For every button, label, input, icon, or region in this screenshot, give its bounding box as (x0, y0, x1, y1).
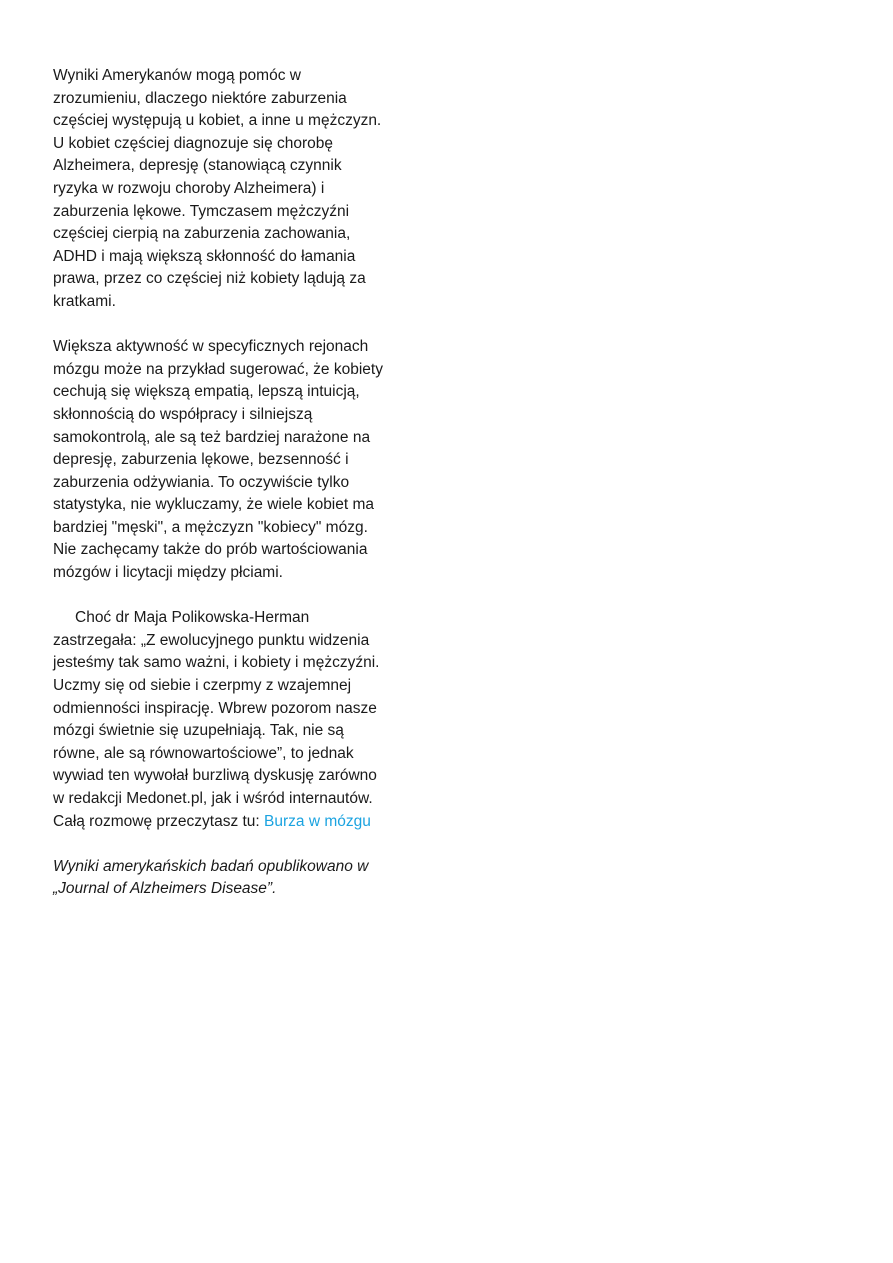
article-body (53, 65, 398, 924)
quote-text: Choć dr Maja Polikowska-Herman zastrzegała: „Z ewolucyjnego punktu widzenia jesteśmy tak samo ważni, i kobiety i mężczyźni. Uczmy się od siebie i czerpmy z wzajemnej odmienności inspirację. Wbrew pozorom nasze mózgi świetnie się uzupełniają. Tak, nie są równe, ale są równowartościowe”, to jednak wywiad ten wywołał burzliwą dyskusję zarówno w redakcji Medonet.pl, jak i wśród internautów. Całą rozmowę przeczytasz tu: (53, 609, 380, 830)
source-footnote: Wyniki amerykańskich badań opublikowano w „Journal of Alzheimers Disease”. (53, 857, 369, 898)
paragraph-quote (53, 607, 398, 833)
paragraph-brain-activity: Większa aktywność w specyficznych rejonach mózgu może na przykład sugerować, że kobiety cechują się większą empatią, lepszą intuicją, skłonnością do współpracy i silniejszą samokontrolą, ale są też bardziej narażone na depresję, zaburzenia lękowe, bezsenność i zaburzenia odżywiania. To oczywiście tylko statystyka, nie wykluczamy, że wiele kobiet ma bardziej "męski", a mężczyzn "kobiecy" mózg. Nie zachęcamy także do prób wartościowania mózgów i licytacji między płciami. (53, 338, 383, 582)
paragraph-differences: Wyniki Amerykanów mogą pomóc w zrozumieniu, dlaczego niektóre zaburzenia częściej występują u kobiet, a inne u mężczyzn. U kobiet częściej diagnozuje się chorobę Alzheimera, depresję (stanowiącą czynnik ryzyka w rozwoju choroby Alzheimera) i zaburzenia lękowe. Tymczasem mężczyźni częściej cierpią na zaburzenia zachowania, ADHD i mają większą skłonność do łamania prawa, przez co częściej niż kobiety lądują za kratkami. (53, 67, 382, 310)
burza-w-mozgu-link[interactable]: Burza w mózgu (264, 812, 371, 830)
